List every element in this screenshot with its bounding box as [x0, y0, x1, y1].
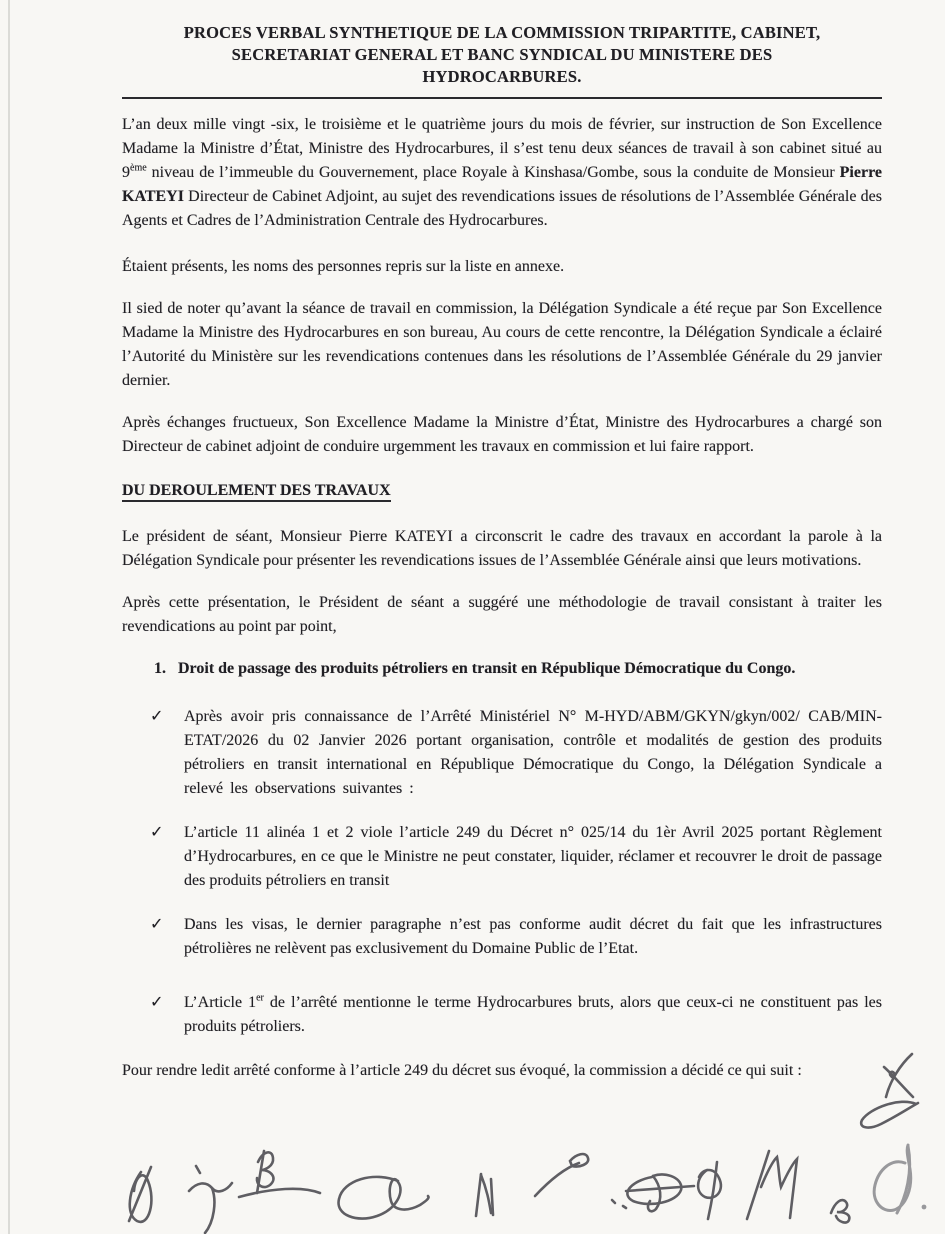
- paragraph-closing: Pour rendre ledit arrêté conforme à l’article 249 du décret sus évoqué, la commission a décidé ce qui suit :: [122, 1062, 802, 1079]
- section-heading: [122, 479, 882, 503]
- document-title: PROCES VERBAL SYNTHETIQUE DE LA COMMISSION TRIPARTITE, CABINET, SECRETARIAT GENERAL ET BANC SYNDICAL DU MINISTERE DES HYDROCARBURES.: [183, 23, 821, 86]
- bullet-text-1: Après avoir pris connaissance de l’Arrêté Ministériel N° M-HYD/ABM/GKYN/gkyn/002/ CAB/MIN-ETAT/2026 du 02 Janvier 2026 portant organisation, contrôle et modalités de gestion des produits pétroliers en transit international en République Démocratique du Congo, la Délégation Syndicale a relevé les observations suivantes :: [184, 708, 882, 797]
- title-block: [122, 22, 882, 99]
- intro-text-2: niveau de l’immeuble du Gouvernement, place Royale à Kinshasa/Gombe, sous la conduite de Monsieur: [146, 164, 840, 181]
- bullet-text-4: [184, 991, 882, 1039]
- paragraph-intro: [122, 113, 882, 233]
- numbered-item-1: [122, 657, 882, 681]
- section-heading-text: DU DEROULEMENT DES TRAVAUX: [122, 482, 391, 502]
- ordinal-superscript: er: [256, 992, 264, 1004]
- bullet-4-text-a: L’Article 1: [184, 994, 257, 1011]
- paragraph-echanges: Après échanges fructueux, Son Excellence Madame la Ministre d’État, Ministre des Hydrocarbures a chargé son Directeur de cabinet adjoint de conduire urgemment les travaux en commission et lui faire rapport.: [122, 414, 882, 455]
- checkmark-icon: ✓: [150, 824, 164, 841]
- check-bullet-2: [122, 821, 882, 893]
- check-bullet-3: [122, 913, 882, 961]
- bullet-4-text-b: de l’arrêté mentionne le terme Hydrocarbures bruts, alors que ceux-ci ne constituent pas les produits pétroliers.: [184, 994, 882, 1035]
- intro-text-3: Directeur de Cabinet Adjoint, au sujet des revendications issues de résolutions de l’Assemblée Générale des Agents et Cadres de l’Administration Centrale des Hydrocarbures.: [122, 188, 882, 229]
- paragraph-methodologie: Après cette présentation, le Président de séant a suggéré une méthodologie de travail consistant à traiter les revendications au point par point,: [122, 594, 882, 635]
- ordinal-superscript: ème: [130, 162, 147, 174]
- paragraph-presents: Étaient présents, les noms des personnes repris sur la liste en annexe.: [122, 258, 565, 275]
- checkmark-icon: ✓: [150, 708, 164, 725]
- check-bullet-1: [122, 705, 882, 801]
- scan-edge-line: [8, 0, 10, 1234]
- checkmark-icon: ✓: [150, 994, 164, 1011]
- paragraph-president: Le président de séant, Monsieur Pierre KATEYI a circonscrit le cadre des travaux en accordant la parole à la Délégation Syndicale pour présenter les revendications issues de l’Assemblée Générale ainsi que leurs motivations.: [122, 528, 882, 569]
- item-text: Droit de passage des produits pétroliers en transit en République Démocratique du Congo.: [178, 660, 796, 677]
- checkmark-icon: ✓: [150, 916, 164, 933]
- director-name: Pierre KATEYI: [122, 164, 882, 205]
- document-content: [122, 22, 882, 1083]
- item-number: 1.: [154, 660, 166, 677]
- intro-text-1: L’an deux mille vingt -six, le troisième et le quatrième jours du mois de février, sur instruction de Son Excellence Madame la Ministre d’État, Ministre des Hydrocarbures, il s’est tenu deux séances de travail à son cabinet situé au 9: [122, 116, 882, 181]
- paragraph-note: Il sied de noter qu’avant la séance de travail en commission, la Délégation Syndicale a été reçue par Son Excellence Madame la Ministre des Hydrocarbures en son bureau, Au cours de cette rencontre, la Délégation Syndicale a éclairé l’Autorité du Ministère sur les revendications contenues dans les résolutions de l’Assemblée Générale du 29 janvier dernier.: [122, 300, 882, 389]
- check-bullet-4: [122, 991, 882, 1039]
- bullet-text-3: Dans les visas, le dernier paragraphe n’est pas conforme audit décret du fait que les infrastructures pétrolières ne relèvent pas exclusivement du Domaine Public de l’Etat.: [184, 916, 882, 957]
- bullet-text-2: L’article 11 alinéa 1 et 2 viole l’article 249 du Décret n° 025/14 du 1èr Avril 2025 portant Règlement d’Hydrocarbures, en ce que le Ministre ne peut constater, liquider, réclamer et recouvrer le droit de passage des produits pétroliers en transit: [184, 824, 882, 889]
